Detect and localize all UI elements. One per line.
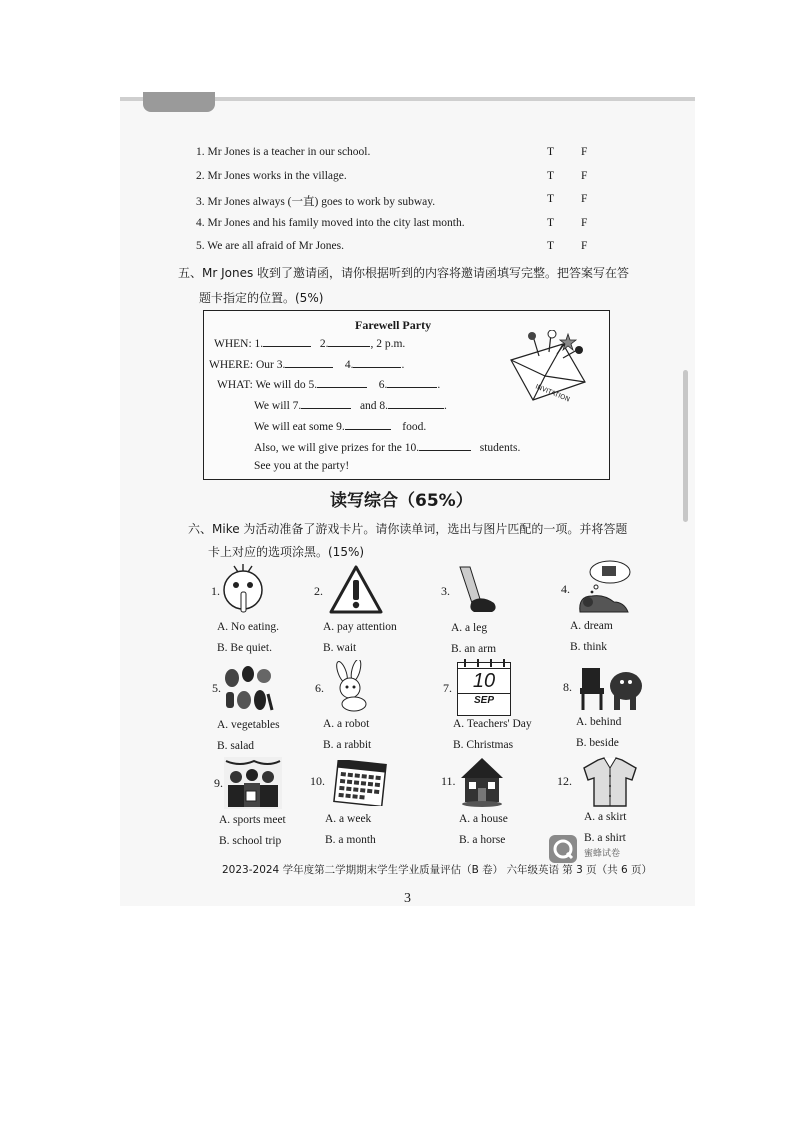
card-10-option-b[interactable]: B. a month bbox=[325, 834, 376, 846]
tf-item-1: 1. Mr Jones is a teacher in our school. T F bbox=[196, 146, 588, 158]
page-footer: 2023-2024 学年度第二学期期末学生学业质量评估（B 卷） 六年级英语 第 3 页（共 6 页） bbox=[222, 864, 652, 876]
page-tab bbox=[143, 92, 215, 112]
card-12-option-a[interactable]: A. a skirt bbox=[584, 811, 627, 823]
card-4-option-a[interactable]: A. dream bbox=[570, 620, 613, 632]
invitation-title: Farewell Party bbox=[355, 318, 432, 332]
q5-instruction: 五、Mr Jones 收到了邀请函，请你根据听到的内容将邀请函填写完整。把答案写在答 bbox=[178, 266, 630, 280]
card-3-option-a[interactable]: A. a leg bbox=[451, 622, 488, 634]
invitation-where: WHERE: Our 3. 4. . bbox=[209, 359, 405, 371]
card-12-option-b[interactable]: B. a shirt bbox=[584, 832, 626, 844]
blank-8[interactable] bbox=[388, 398, 444, 409]
blank-9[interactable] bbox=[345, 419, 391, 430]
leg-icon bbox=[452, 565, 502, 617]
q6-instruction: 六、Mike 为活动准备了游戏卡片。请你读单词，选出与图片匹配的一项。并将答题 bbox=[188, 522, 628, 536]
q6-instruction-cont: 卡上对应的选项涂黑。(15%) bbox=[208, 545, 365, 559]
warning-sign-icon bbox=[328, 564, 384, 616]
card-5-option-b[interactable]: B. salad bbox=[217, 740, 255, 752]
section-heading: 读写综合（65%） bbox=[330, 491, 473, 511]
tf-item-3: 3. Mr Jones always (一直) goes to work by subway. T F bbox=[196, 193, 588, 208]
invitation-eat: We will eat some 9. food. bbox=[254, 421, 427, 433]
blank-5[interactable] bbox=[317, 377, 367, 388]
card-9-option-b[interactable]: B. school trip bbox=[219, 835, 282, 847]
invitation-what: WHAT: We will do 5. 6. . bbox=[217, 379, 441, 391]
blank-3[interactable] bbox=[285, 357, 333, 368]
crowd-icon bbox=[224, 757, 282, 809]
card-2-option-b[interactable]: B. wait bbox=[323, 642, 357, 654]
card-11-number: 11. bbox=[441, 774, 456, 788]
card-1-number: 1. bbox=[211, 584, 220, 598]
card-4-number: 4. bbox=[561, 582, 570, 596]
house-icon bbox=[459, 756, 505, 808]
card-2-number: 2. bbox=[314, 584, 323, 598]
shirt-icon bbox=[580, 756, 640, 808]
card-1-option-a[interactable]: A. No eating. bbox=[217, 621, 279, 633]
card-1-option-b[interactable]: B. Be quiet. bbox=[217, 642, 272, 654]
blank-4[interactable] bbox=[353, 357, 401, 368]
tf-item-4: 4. Mr Jones and his family moved into the city last month. T F bbox=[196, 217, 588, 229]
invitation-prizes: Also, we will give prizes for the 10. students. bbox=[254, 442, 521, 454]
card-4-option-b[interactable]: B. think bbox=[570, 641, 608, 653]
card-7-number: 7. bbox=[443, 681, 452, 695]
watermark-label: 蜜蜂试卷 bbox=[584, 849, 621, 859]
card-7-option-b[interactable]: B. Christmas bbox=[453, 739, 514, 751]
card-9-option-a[interactable]: A. sports meet bbox=[219, 814, 286, 826]
invitation-closing: See you at the party! bbox=[254, 460, 350, 472]
card-6-number: 6. bbox=[315, 681, 324, 695]
card-10-option-a[interactable]: A. a week bbox=[325, 813, 372, 825]
blank-6[interactable] bbox=[387, 377, 437, 388]
card-8-option-a[interactable]: A. behind bbox=[576, 716, 622, 728]
calendar-month: SEP bbox=[458, 693, 510, 708]
thinking-dog-icon bbox=[574, 558, 634, 616]
blank-10[interactable] bbox=[419, 440, 471, 451]
card-6-option-a[interactable]: A. a robot bbox=[323, 718, 370, 730]
card-11-option-a[interactable]: A. a house bbox=[459, 813, 508, 825]
calendar-day: 10 bbox=[472, 670, 496, 692]
shushing-face-icon bbox=[222, 562, 264, 616]
card-5-number: 5. bbox=[212, 681, 221, 695]
tf-item-5: 5. We are all afraid of Mr Jones. T F bbox=[196, 240, 588, 252]
blank-2[interactable] bbox=[328, 336, 370, 347]
vegetables-icon bbox=[222, 664, 274, 712]
calendar-month-icon bbox=[332, 760, 388, 806]
invitation-will: We will 7. and 8. . bbox=[254, 400, 447, 412]
card-8-option-b[interactable]: B. beside bbox=[576, 737, 619, 749]
card-5-option-a[interactable]: A. vegetables bbox=[217, 719, 280, 731]
blank-1[interactable] bbox=[263, 336, 311, 347]
card-7-option-a[interactable]: A. Teachers' Day bbox=[453, 718, 532, 730]
card-9-number: 9. bbox=[214, 776, 223, 790]
card-3-number: 3. bbox=[441, 584, 450, 598]
tf-item-2: 2. Mr Jones works in the village. T F bbox=[196, 170, 588, 182]
watermark-logo-icon bbox=[548, 834, 578, 864]
card-10-number: 10. bbox=[310, 774, 325, 788]
card-12-number: 12. bbox=[557, 774, 572, 788]
rabbit-icon bbox=[328, 660, 376, 712]
card-2-option-a[interactable]: A. pay attention bbox=[323, 621, 397, 633]
calendar-page-icon bbox=[457, 662, 511, 716]
card-11-option-b[interactable]: B. a horse bbox=[459, 834, 506, 846]
blank-7[interactable] bbox=[301, 398, 351, 409]
invitation-when: WHEN: 1. 2. , 2 p.m. bbox=[214, 338, 406, 350]
page-number: 3 bbox=[404, 891, 411, 906]
card-8-number: 8. bbox=[563, 680, 572, 694]
scrollbar[interactable] bbox=[683, 370, 688, 522]
card-6-option-b[interactable]: B. a rabbit bbox=[323, 739, 372, 751]
invitation-envelope-icon bbox=[505, 330, 595, 410]
chair-elephant-icon bbox=[578, 666, 644, 712]
envelope-label: INVITATION bbox=[534, 382, 572, 404]
q5-instruction-cont: 题卡指定的位置。(5%) bbox=[199, 291, 324, 305]
card-3-option-b[interactable]: B. an arm bbox=[451, 643, 497, 655]
